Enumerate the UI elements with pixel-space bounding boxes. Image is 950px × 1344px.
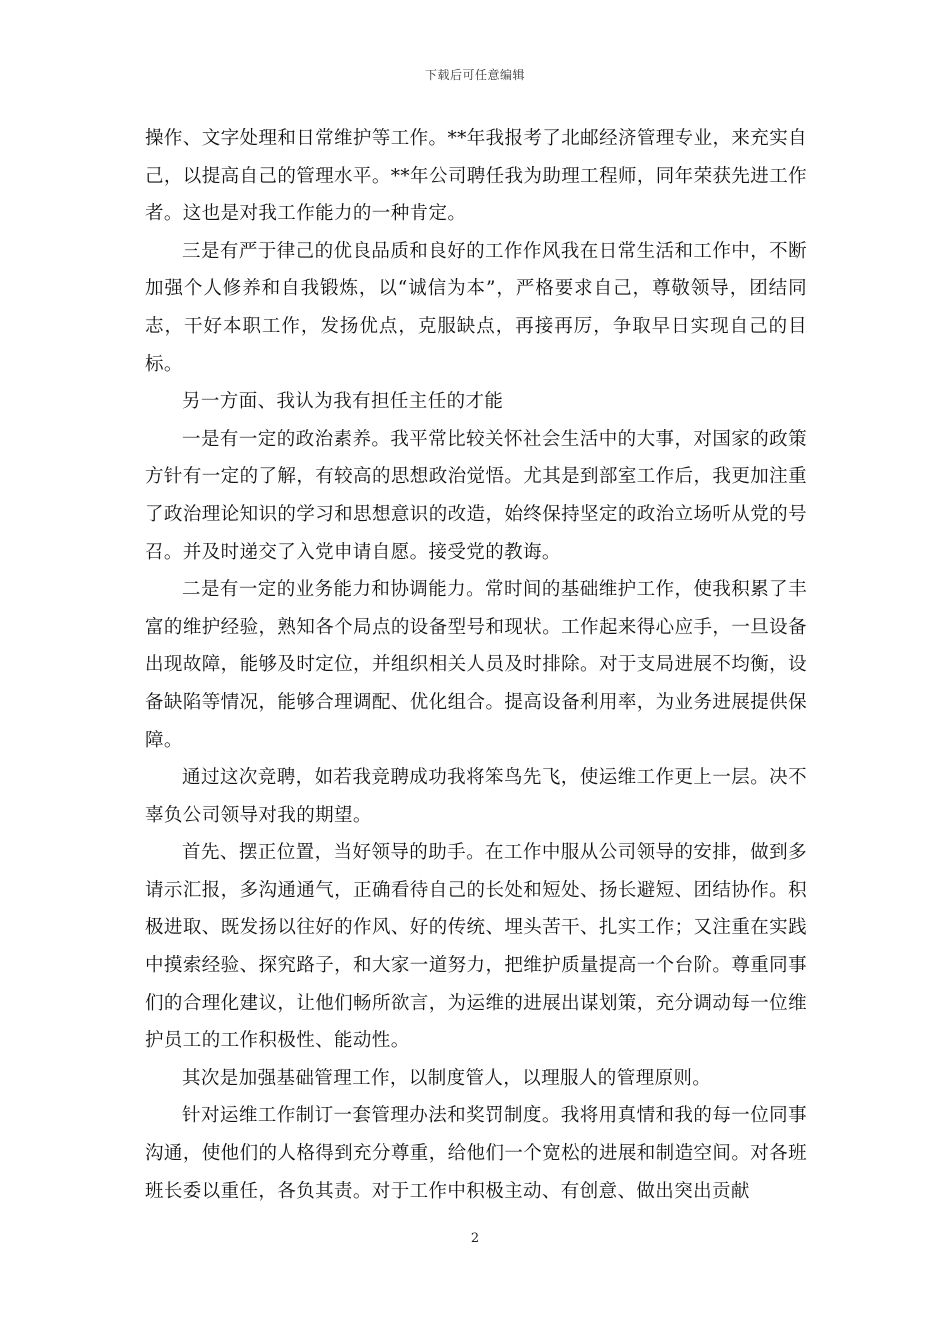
paragraph-1: 操作、文字处理和日常维护等工作。**年我报考了北邮经济管理专业，来充实自己，以提高自己的管理水平。**年公司聘任我为助理工程师，同年荣获先进工作者。这也是对我工作能力的一种肯定。 <box>145 128 807 225</box>
paragraph-4: 一是有一定的政治素养。我平常比较关怀社会生活中的大事，对国家的政策方针有一定的了解，有较高的思想政治觉悟。尤其是到部室工作后，我更加注重了政治理论知识的学习和思想意识的改造，始终保持坚定的政治立场听从党的号召。并及时递交了入党申请自愿。接受党的教诲。 <box>145 428 807 563</box>
paragraph-5: 二是有一定的业务能力和协调能力。常时间的基础维护工作，使我积累了丰富的维护经验，熟知各个局点的设备型号和现状。工作起来得心应手，一旦设备出现故障，能够及时定位，并组织相关人员及时排除。对于支局进展不均衡，设备缺陷等情况，能够合理调配、优化组合。提高设备利用率，为业务进展提供保障。 <box>145 579 807 751</box>
paragraph-6: 通过这次竞聘，如若我竞聘成功我将笨鸟先飞，使运维工作更上一层。决不辜负公司领导对我的期望。 <box>145 767 807 826</box>
paragraph-7: 首先、摆正位置，当好领导的助手。在工作中服从公司领导的安排，做到多请示汇报，多沟通通气，正确看待自己的长处和短处、扬长避短、团结协作。积极进取、既发扬以往好的作风、好的传统、埋头苦干、扎实工作；又注重在实践中摸索经验、探究路子，和大家一道努力，把维护质量提高一个台阶。尊重同事们的合理化建议，让他们畅所欲言，为运维的进展出谋划策，充分调动每一位维护员工的工作积极性、能动性。 <box>145 842 807 1052</box>
document-body <box>145 120 807 1210</box>
paragraph-9: 针对运维工作制订一套管理办法和奖罚制度。我将用真情和我的每一位同事沟通，使他们的人格得到充分尊重，给他们一个宽松的进展和制造空间。对各班班长委以重任，各负其责。对于工作中积极主动、有创意、做出突出贡献 <box>145 1105 807 1202</box>
paragraph-2: 三是有严于律己的优良品质和良好的工作作风我在日常生活和工作中，不断加强个人修养和自我锻炼，以“诚信为本”，严格要求自己，尊敬领导，团结同志，干好本职工作，发扬优点，克服缺点，再接再厉，争取早日实现自己的目标。 <box>145 240 807 375</box>
paragraph-8: 其次是加强基础管理工作，以制度管人，以理服人的管理原则。 <box>182 1067 712 1089</box>
paragraph-3: 另一方面、我认为我有担任主任的才能 <box>182 391 504 413</box>
page-header: 下载后可任意编辑 <box>424 68 525 82</box>
page-number: 2 <box>470 1231 480 1246</box>
